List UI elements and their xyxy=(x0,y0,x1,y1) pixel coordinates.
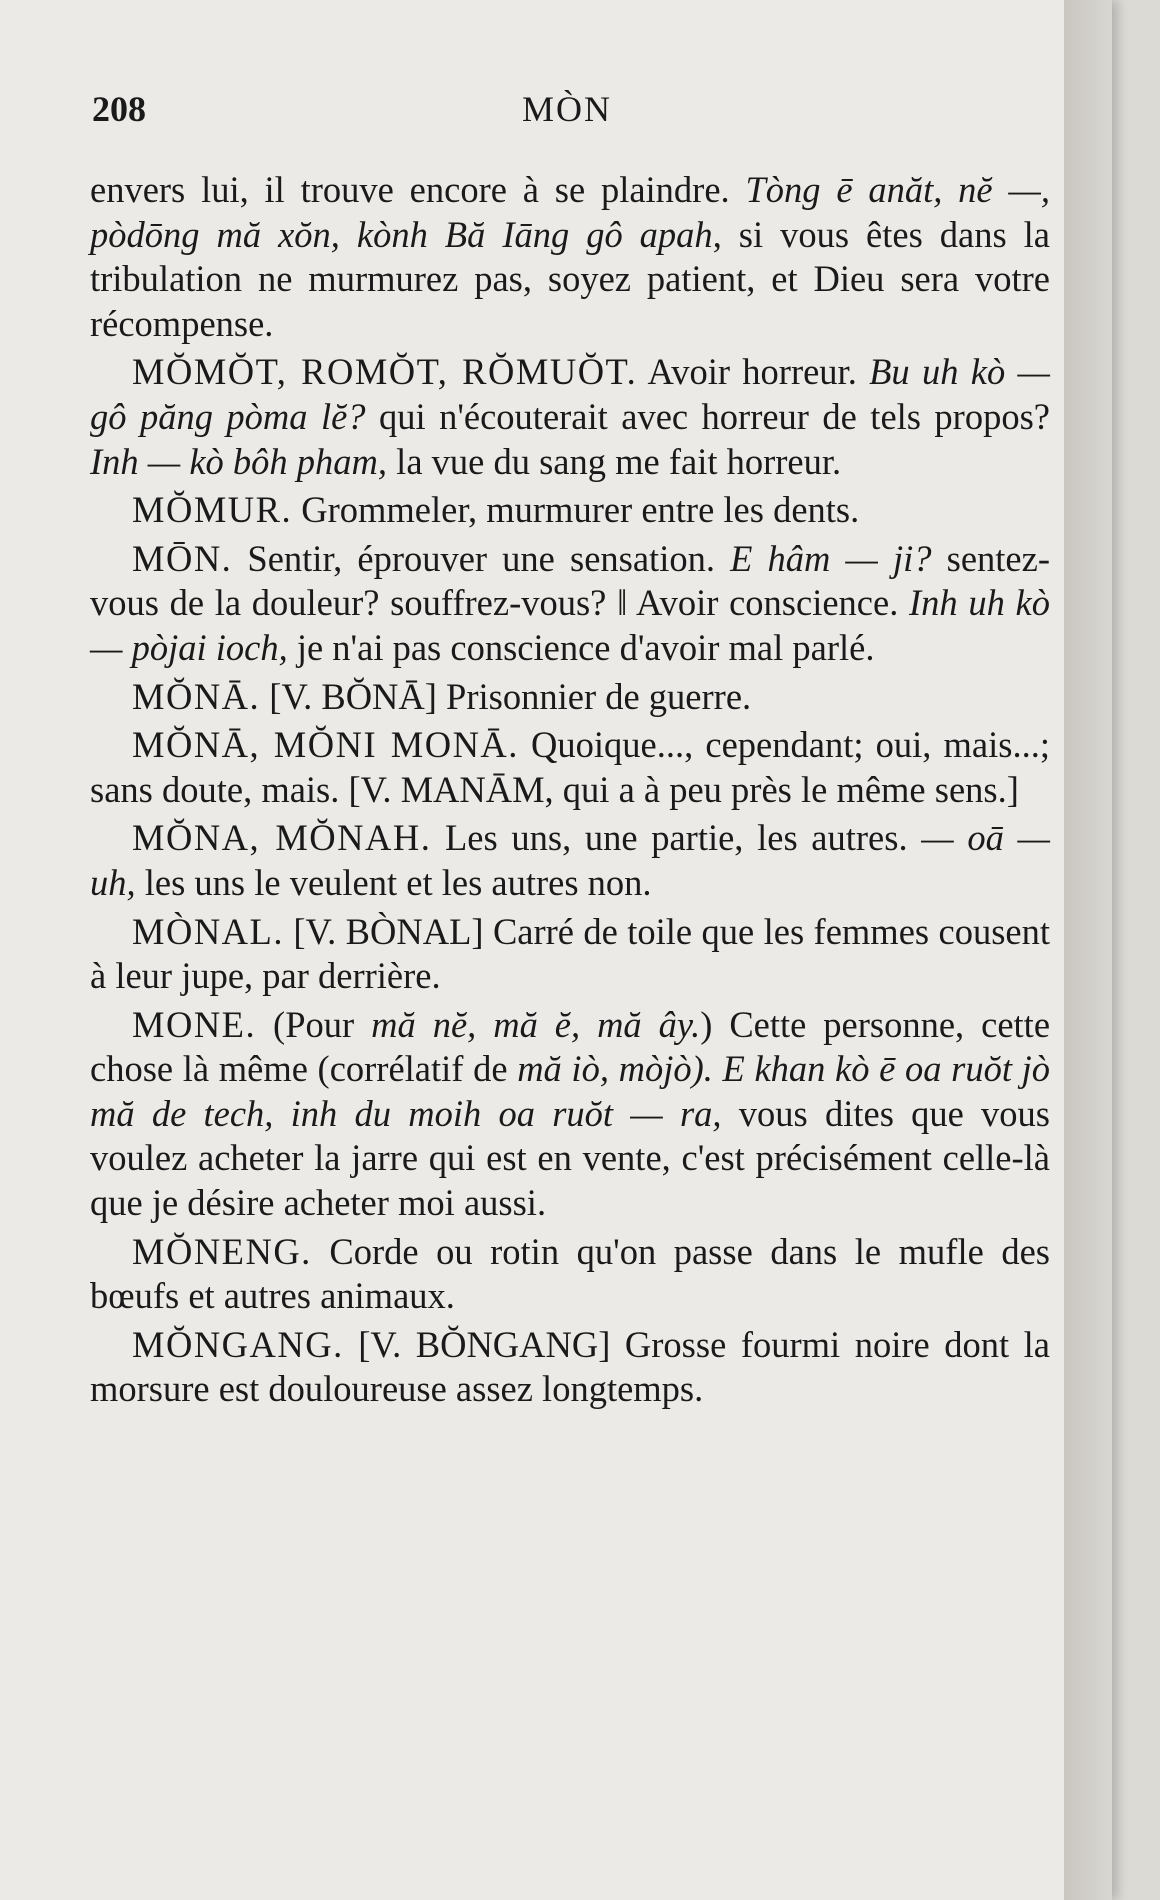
dictionary-entry: MÒNAL. [V. BÒNAL] Carré de toile que les femmes cousent à leur jupe, par derrière. xyxy=(90,910,1050,997)
dictionary-entry: MŌN. Sentir, éprouver une sensation. E hâm — ji? sentez-vous de la douleur? souffrez-vous? ‖ Avoir conscience. Inh uh kò — pòjai ioch, je n'ai pas conscience d'avoir mal parlé. xyxy=(90,537,1050,668)
entry-headword: MŎMŎT, ROMŎT, RŎMUŎT. xyxy=(132,351,638,393)
entry-headword: MÒNAL. xyxy=(132,910,284,952)
entry-headword: MŎMUR. xyxy=(132,489,293,531)
dictionary-entry: MONE. (Pour mă nĕ, mă ĕ, mă ây.) Cette personne, cette chose là même (corrélatif de mă iò, mòjò). E khan kò ē oa ruŏt jò mă de tech, inh du moih oa ruŏt — ra, vous dites que vous voulez acheter la jarre qui est en vente, c'est précisément celle-là que je désire acheter moi aussi. xyxy=(90,1003,1051,1224)
entry-headword: MONE. xyxy=(132,1003,257,1045)
dictionary-entry: MŎNĀ. [V. BŎNĀ] Prisonnier de guerre. xyxy=(132,675,752,717)
entry-headword: MŎNA, MŎNAH. xyxy=(132,817,432,859)
page-edge xyxy=(1064,0,1112,1900)
dictionary-entry-continuation: envers lui, il trouve encore à se plaindre. Tòng ē anăt, nĕ —, pòdōng mă xŏn, kònh Bă Iāng gô apah, si vous êtes dans la tribulation ne murmurez pas, soyez patient, et Dieu sera votre récompense. xyxy=(90,169,1050,344)
entry-headword: MŎNĀ. xyxy=(132,675,261,717)
entry-headword: MŎNĀ, MŎNI MONĀ. xyxy=(132,724,519,766)
page-number: 208 xyxy=(92,89,146,129)
entry-headword: MŎNENG. xyxy=(132,1230,312,1272)
page-header xyxy=(92,88,1052,128)
dictionary-entry: MŎMŎT, ROMŎT, RŎMUŎT. Avoir horreur. Bu uh kò — gô păng pòma lĕ? qui n'écouterait avec horreur de tels propos? Inh — kò bôh pham, la vue du sang me fait horreur. xyxy=(90,351,1050,482)
page-body xyxy=(90,168,1050,1416)
dictionary-entry: MŎNGANG. [V. BŎNGANG] Grosse fourmi noire dont la morsure est douloureuse assez longtemps. xyxy=(90,1323,1050,1410)
dictionary-entry: MŎNĀ, MŎNI MONĀ. Quoique..., cependant; oui, mais...; sans doute, mais. [V. MANĀM, qui a à peu près le même sens.] xyxy=(90,724,1050,810)
dictionary-entry: MŎNENG. Corde ou rotin qu'on passe dans le mufle des bœufs et autres animaux. xyxy=(90,1230,1050,1317)
entry-headword: MŌN. xyxy=(132,537,233,579)
running-head: MÒN xyxy=(522,89,613,129)
entry-headword: MŎNGANG. xyxy=(132,1323,344,1365)
dictionary-entry: MŎNA, MŎNAH. Les uns, une partie, les autres. — oā — uh, les uns le veulent et les autres non. xyxy=(90,817,1050,903)
dictionary-entry: MŎMUR. Grommeler, murmurer entre les dents. xyxy=(132,489,860,531)
